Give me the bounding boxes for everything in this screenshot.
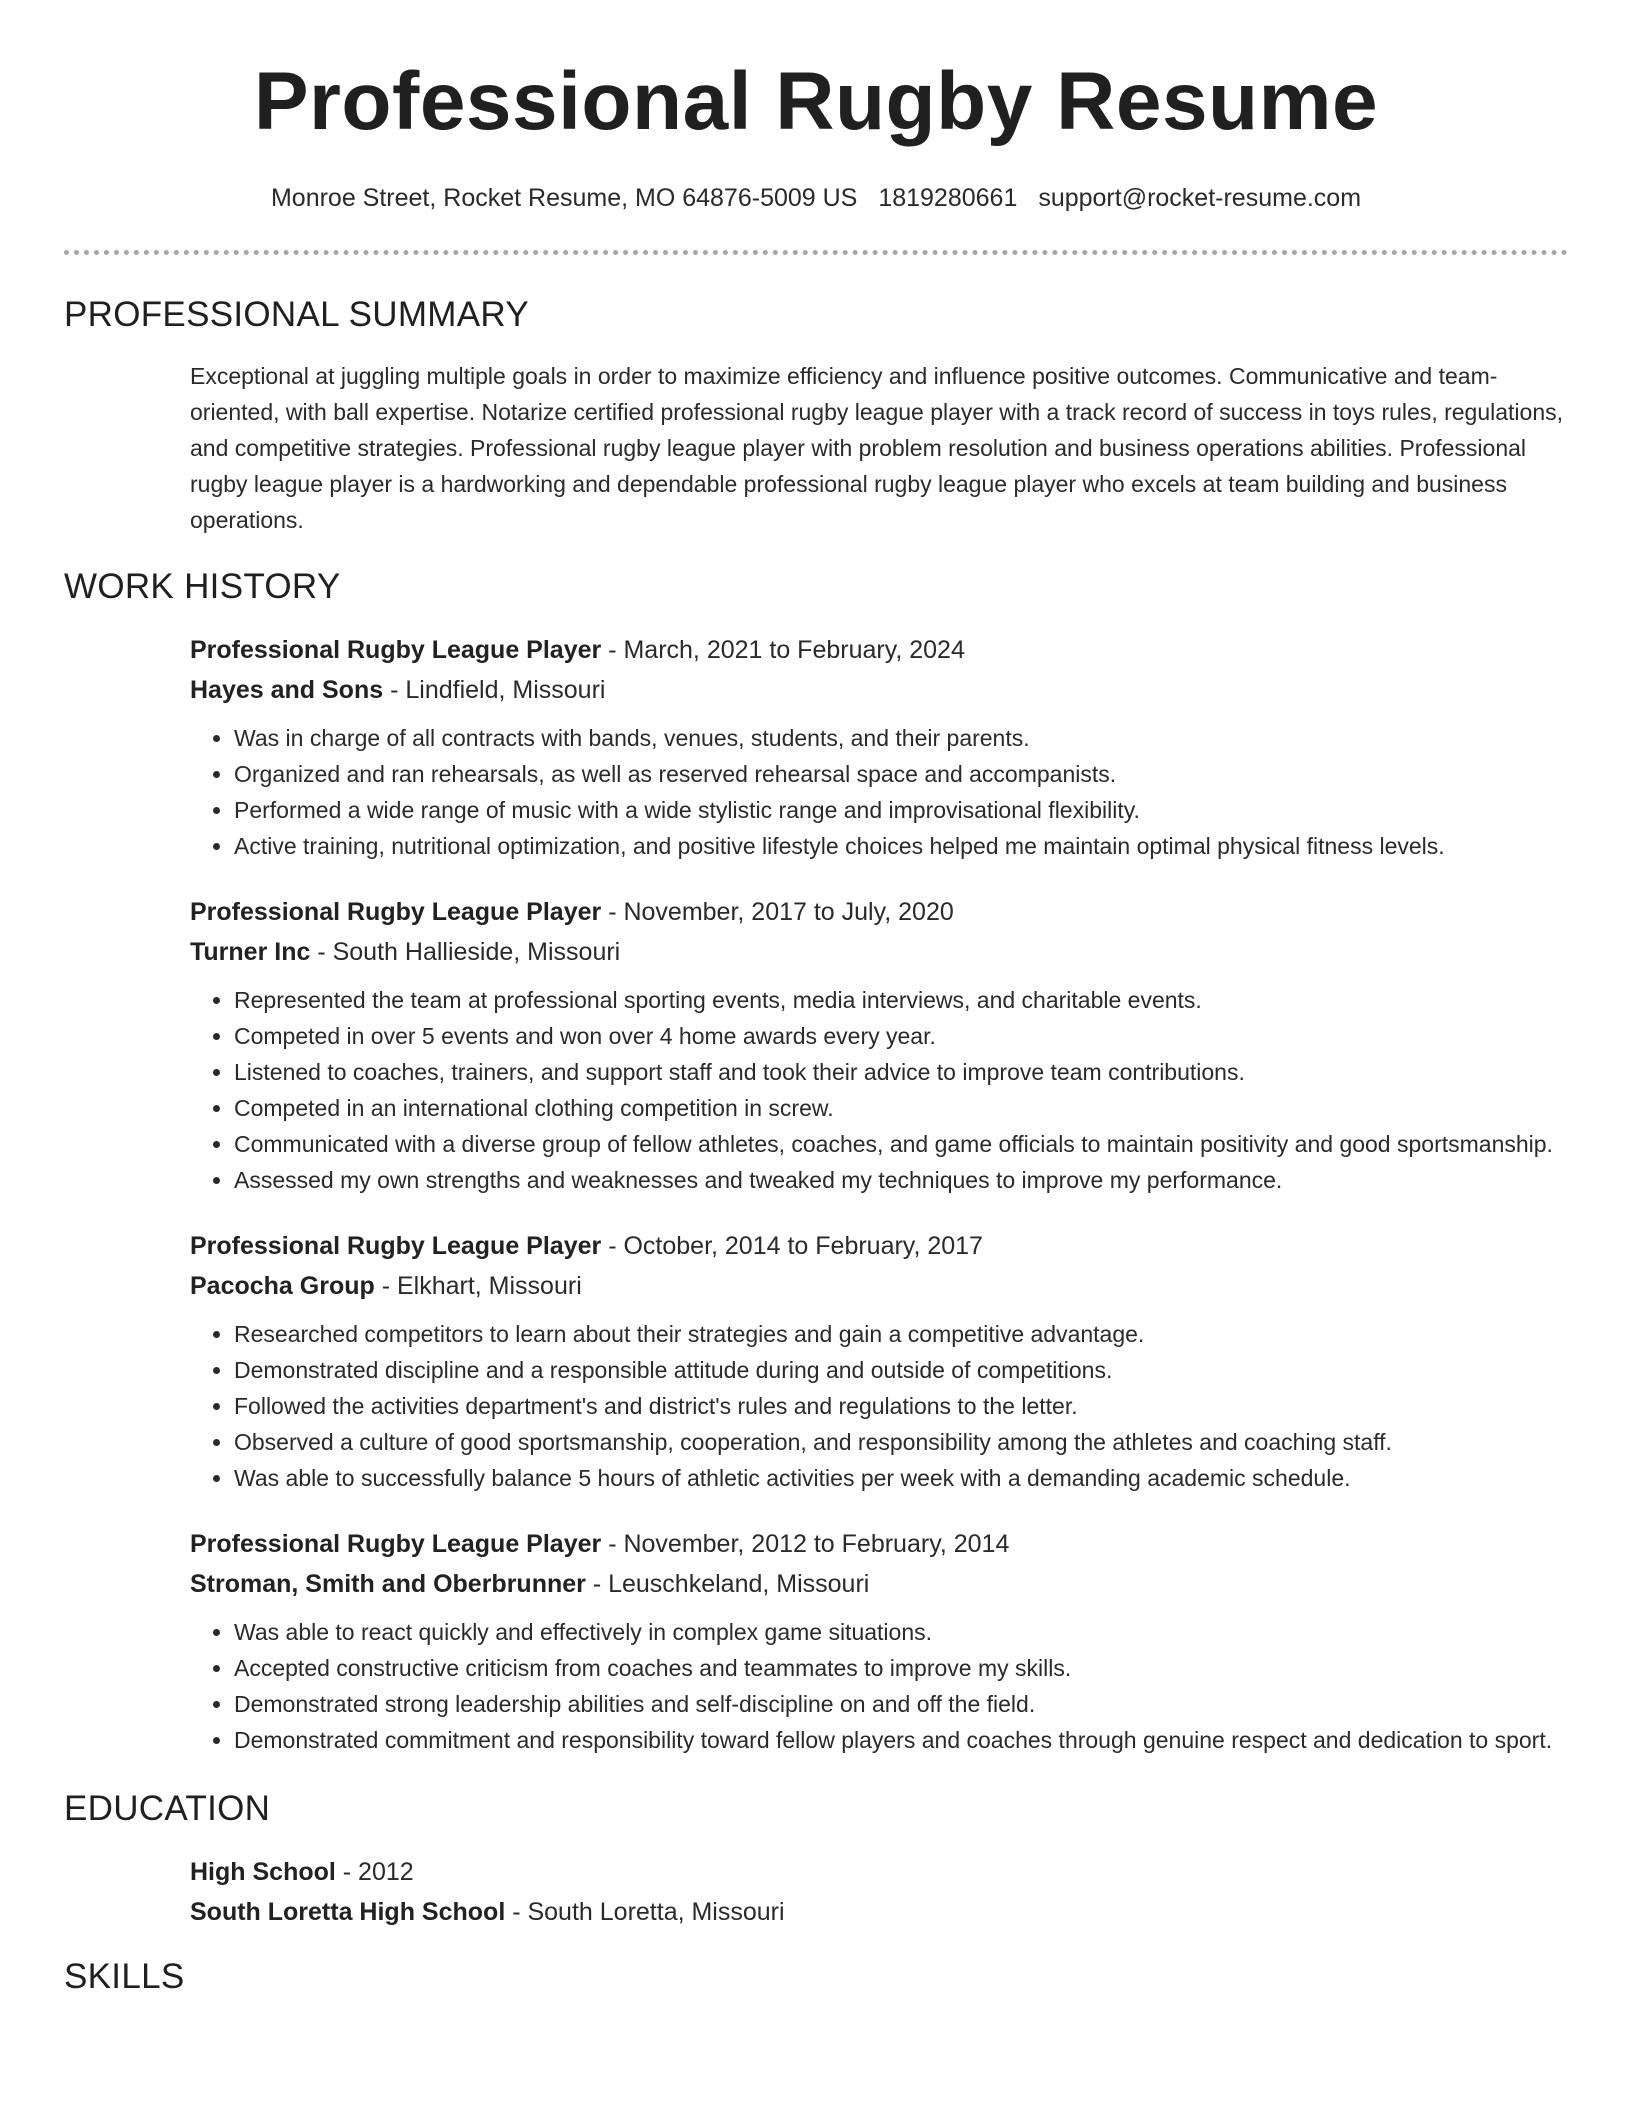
job-bullets [190,1614,1568,1758]
job-title-line [190,630,1568,670]
job-company-line [190,932,1568,972]
job-title: Professional Rugby League Player [190,898,602,926]
education-heading: EDUCATION [64,1789,271,1828]
job-dates: - November, 2017 to July, 2020 [601,898,954,926]
education-degree-line [190,1852,1568,1892]
job-dates: - October, 2014 to February, 2017 [601,1232,983,1260]
job-bullet: • Listened to coaches, trainers, and support staff and took their advice to improve team contributions. [234,1054,1568,1090]
job-location: - South Hallieside, Missouri [310,938,621,966]
job-entry [190,630,1568,864]
job-company-line [190,670,1568,710]
job-title-line [190,1226,1568,1266]
job-bullet: • Researched competitors to learn about their strategies and gain a competitive advantage. [234,1316,1568,1352]
job-bullet: • Performed a wide range of music with a wide stylistic range and improvisational flexibility. [234,792,1568,828]
job-bullets [190,1316,1568,1496]
education-school: South Loretta High School [190,1898,506,1926]
contact-phone: 1819280661 [878,184,1018,212]
job-dates: - November, 2012 to February, 2014 [601,1530,1010,1558]
job-bullet: • Demonstrated commitment and responsibility toward fellow players and coaches through genuine respect and dedication to sport. [234,1722,1568,1758]
job-title: Professional Rugby League Player [190,1530,602,1558]
job-company: Hayes and Sons [190,676,384,704]
job-company: Pacocha Group [190,1272,375,1300]
job-bullet: • Observed a culture of good sportsmanship, cooperation, and responsibility among the athletes and coaching staff. [234,1424,1568,1460]
job-company-line [190,1266,1568,1306]
contact-email: support@rocket-resume.com [1038,184,1362,212]
job-bullet: • Demonstrated strong leadership abilities and self-discipline on and off the field. [234,1686,1568,1722]
education-section [190,1852,1568,1932]
resume-content [64,292,1568,2020]
skills-heading: SKILLS [64,1957,185,1996]
job-entry [190,892,1568,1198]
summary-section [190,358,1568,538]
job-company: Stroman, Smith and Oberbrunner [190,1570,586,1598]
job-dates: - March, 2021 to February, 2024 [601,636,965,664]
job-bullets [190,720,1568,864]
job-title-line [190,892,1568,932]
job-bullet: • Competed in over 5 events and won over 4 home awards every year. [234,1018,1568,1054]
job-entry [190,1524,1568,1758]
job-location: - Leuschkeland, Missouri [585,1570,870,1598]
education-location: - South Loretta, Missouri [505,1898,785,1926]
job-title: Professional Rugby League Player [190,636,602,664]
job-location: - Elkhart, Missouri [374,1272,582,1300]
job-company-line [190,1564,1568,1604]
job-bullet: • Was in charge of all contracts with bands, venues, students, and their parents. [234,720,1568,756]
resume-title: Professional Rugby Resume [253,56,1379,147]
education-school-line [190,1892,1568,1932]
work-history-section [190,630,1568,1758]
job-bullet: • Communicated with a diverse group of fellow athletes, coaches, and game officials to maintain positivity and good sportsmanship. [234,1126,1568,1162]
header-divider [64,250,1568,255]
job-bullets [190,982,1568,1198]
job-bullet: • Assessed my own strengths and weaknesses and tweaked my techniques to improve my performance. [234,1162,1568,1198]
job-bullet: • Active training, nutritional optimization, and positive lifestyle choices helped me maintain optimal physical fitness levels. [234,828,1568,864]
job-title-line [190,1524,1568,1564]
job-bullet: • Followed the activities department's and district's rules and regulations to the letter. [234,1388,1568,1424]
job-bullet: • Was able to successfully balance 5 hours of athletic activities per week with a demanding academic schedule. [234,1460,1568,1496]
job-bullet: • Accepted constructive criticism from coaches and teammates to improve my skills. [234,1650,1568,1686]
job-bullet: • Represented the team at professional sporting events, media interviews, and charitable events. [234,982,1568,1018]
job-entry [190,1226,1568,1496]
summary-text: Exceptional at juggling multiple goals in order to maximize efficiency and influence positive outcomes. Communicative and team-oriented, with ball expertise. Notarize certified professional rugby league player with a track record of success in toys rules, regulations, and competitive strategies. Professional rugby league player with problem resolution and business operations abilities. Professional rugby league player is a hardworking and dependable professional rugby league player who excels at team building and business operations. [190,363,1564,533]
summary-heading: PROFESSIONAL SUMMARY [64,295,529,334]
job-bullet: • Was able to react quickly and effectively in complex game situations. [234,1614,1568,1650]
job-company: Turner Inc [190,938,311,966]
contact-line [0,180,1632,216]
work-history-heading: WORK HISTORY [64,567,341,606]
job-bullet: • Competed in an international clothing competition in screw. [234,1090,1568,1126]
job-bullet: • Organized and ran rehearsals, as well as reserved rehearsal space and accompanists. [234,756,1568,792]
job-bullet: • Demonstrated discipline and a responsible attitude during and outside of competitions. [234,1352,1568,1388]
contact-address: Monroe Street, Rocket Resume, MO 64876-5009 US [270,184,858,212]
education-year: - 2012 [335,1858,414,1886]
job-location: - Lindfield, Missouri [383,676,606,704]
education-degree: High School [190,1858,336,1886]
job-title: Professional Rugby League Player [190,1232,602,1260]
